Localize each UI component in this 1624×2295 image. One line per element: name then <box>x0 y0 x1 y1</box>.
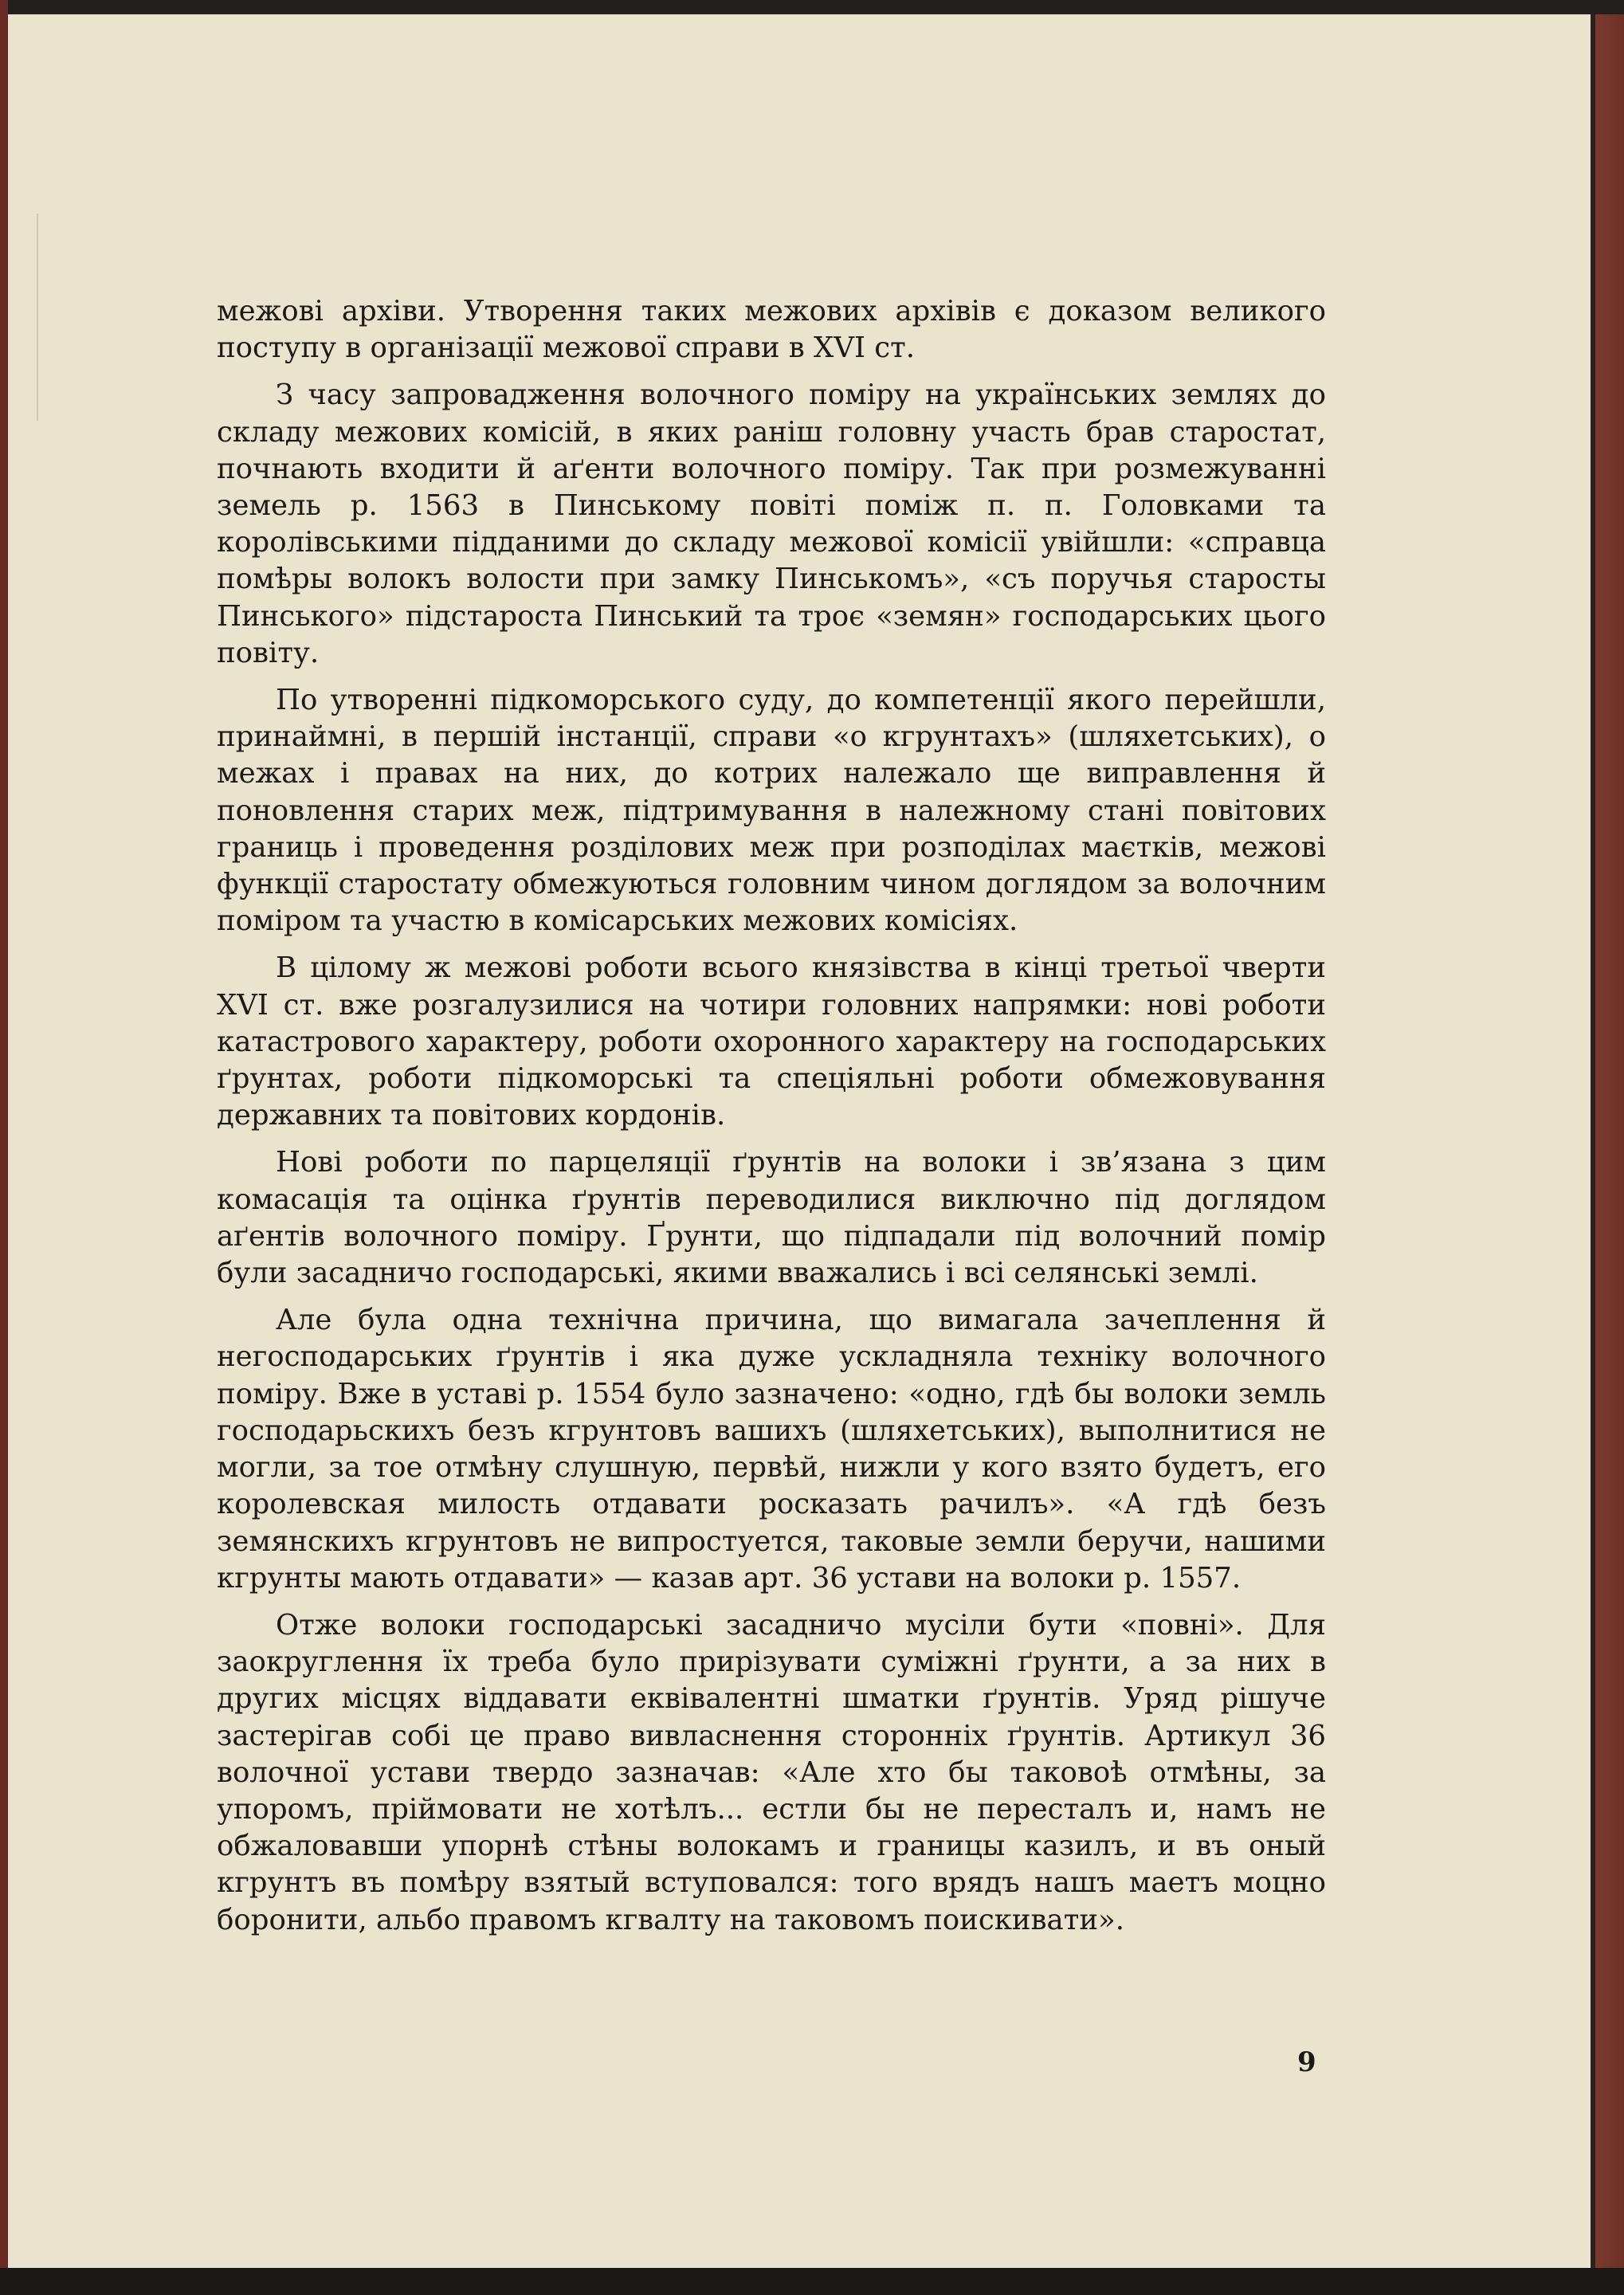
scan-left-edge <box>0 0 8 2295</box>
page-number: 9 <box>1297 2046 1316 2078</box>
page-fold-mark <box>37 214 38 421</box>
paragraph-6: Але була одна технічна причина, що вимагала зачеплення й негосподарських ґрунтів і яка дуже ускладняла техніку волочного поміру. Вже в уставі р. 1554 було зазначено: «одно, гдѣ бы волоки земль господарьскихъ безъ кгрунтовъ вашихъ (шляхетських), выполнитися не могли, за тое отмѣну слушную, первѣй, нижли у кого взято будетъ, его королевская милость отдавати росказать рачилъ». «А гдѣ безъ земянскихъ кгрунтовъ не випростуется, таковые земли беручи, нашими кгрунты мають отдавати» — казав арт. 36 устави на волоки р. 1557. <box>217 1304 1326 1595</box>
paragraph-1: межові архіви. Утворення таких межових архівів є доказом великого поступу в організації межової справи в XVI ст. <box>217 295 1326 365</box>
paragraph-4: В цілому ж межові роботи всього князівства в кінці третьої чверти XVI ст. вже розгалузилися на чотири головних напрямки: нові роботи катастрового характеру, роботи охоронного характеру на господарських ґрунтах, роботи підкоморські та спеціяльні роботи обмежовування державних та повітових кордонів. <box>217 951 1326 1132</box>
paragraph-3: По утворенні підкоморського суду, до компетенції якого перейшли, принаймні, в першій інстанції, справи «о кгрунтахъ» (шляхетських), о межах і правах на них, до котрих належало ще виправлення й поновлення старих меж, підтримування в належному стані повітових границь і проведення розділових меж при розподілах маєтків, межові функції старостату обмежуються головним чином доглядом за волочним поміром та участю в комісарських межових комісіях. <box>217 684 1326 938</box>
page-body-text <box>217 293 1326 1949</box>
paragraph-2: З часу запровадження волочного поміру на українських землях до складу межових комісій, в яких раніш головну участь брав старостат, почнають входити й аґенти волочного поміру. Так при розмежуванні земель р. 1563 в Пинському повіті поміж п. п. Головками та королівськими підданими до складу межової комісії увійшли: «справца помѣры волокъ волости при замку Пинськомъ», «съ поручья старосты Пинського» підстароста Пинський та троє «земян» господарських цього повіту. <box>217 379 1326 669</box>
scan-bottom-edge <box>0 2268 1624 2295</box>
book-cover-edge <box>1591 14 1624 2270</box>
paragraph-7: Отже волоки господарські засадничо мусіли бути «повні». Для заокруглення їх треба було прирізувати суміжні ґрунти, а за них в других місцях віддавати еквівалентні шматки ґрунтів. Уряд рішуче застерігав собі це право вивласнення сторонніх ґрунтів. Артикул 36 волочної устави твердо зазначав: «Але хто бы таковоѣ отмѣны, за упоромъ, пріймовати не хотѣлъ... естли бы не пересталъ и, намъ не обжаловавши упорнѣ стѣны волокамъ и границы казилъ, и въ оный кгрунтъ въ помѣру взятый вступовался: того врядъ нашъ маетъ моцно боронити, альбо правомъ кгвалту на таковомъ поискивати». <box>217 1608 1326 1936</box>
paragraph-5: Нові роботи по парцеляції ґрунтів на волоки і зв’язана з цим комасація та оцінка ґрунтів переводилися виключно під доглядом аґентів волочного поміру. Ґрунти, що підпадали під волочний помір були засадничо господарські, якими вважались і всі селянські землі. <box>217 1146 1326 1290</box>
